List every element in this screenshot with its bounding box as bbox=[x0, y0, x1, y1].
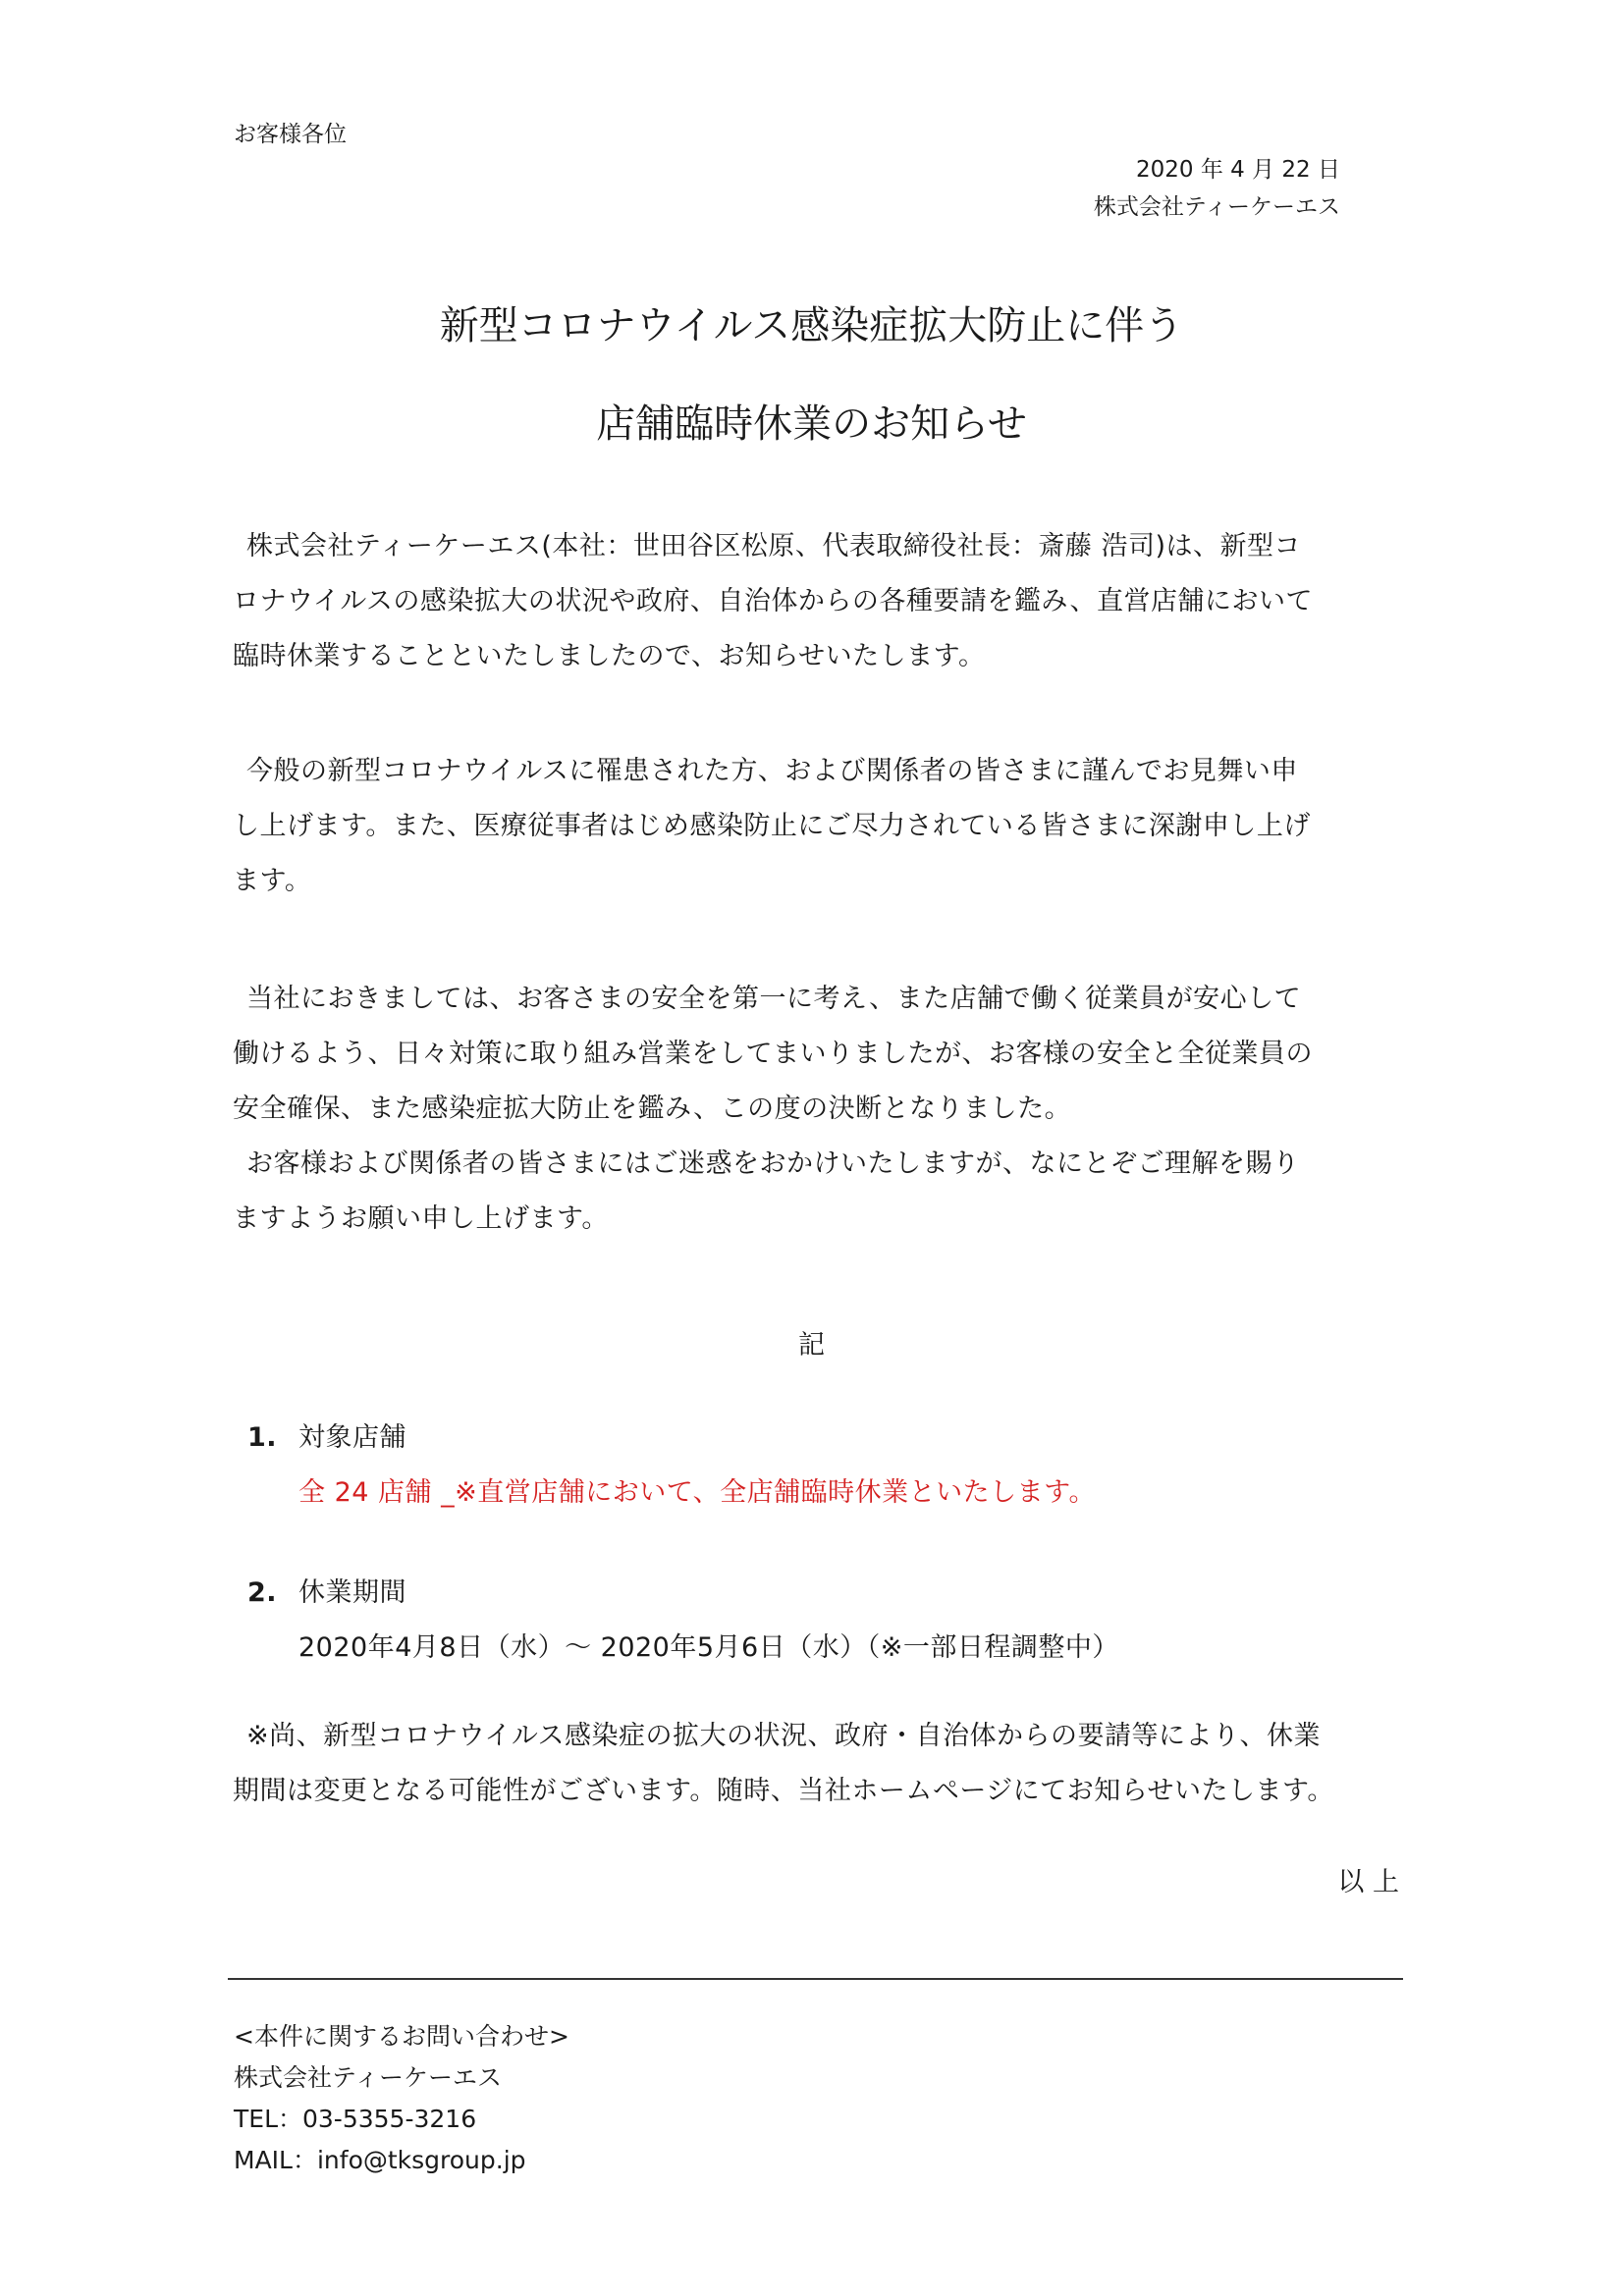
paragraph-line: ます。 bbox=[233, 866, 312, 896]
paragraph-note bbox=[233, 1709, 1393, 1819]
paragraph-line: ますようお願い申し上げます。 bbox=[233, 1203, 609, 1234]
paragraph-line: お客様および関係者の皆さまにはご迷惑をおかけいたしますが、なにとぞご理解を賜り bbox=[246, 1148, 1300, 1179]
paragraph-line: 今般の新型コロナウイルスに罹患された方、および関係者の皆さまに謹んでお見舞い申 bbox=[246, 756, 1298, 786]
paragraph-line: し上げます。また、医療従事者はじめ感染防止にご尽力されている皆さまに深謝申し上げ bbox=[233, 811, 1311, 841]
item-detail: 2020年4月8日（水）～ 2020年5月6日（水）（※一部日程調整中） bbox=[298, 1632, 1119, 1663]
ki-marker: 記 bbox=[798, 1330, 825, 1361]
paragraph-decision bbox=[233, 972, 1393, 1247]
paragraph-line: 働けるよう、日々対策に取り組み営業をしてまいりましたが、お客様の安全と全従業員の bbox=[233, 1039, 1313, 1069]
list-item-target-stores bbox=[247, 1411, 1408, 1521]
paragraph-condolence bbox=[233, 744, 1393, 909]
paragraph-line: 当社におきましては、お客さまの安全を第一に考え、また店舗で働く従業員が安心して bbox=[246, 984, 1302, 1014]
item-heading: 対象店舗 bbox=[298, 1422, 406, 1453]
paragraph-line: 臨時休業することといたしましたので、お知らせいたします。 bbox=[233, 641, 986, 671]
paragraph-line: ※尚、新型コロナウイルス感染症の拡大の状況、政府・自治体からの要請等により、休業 bbox=[246, 1721, 1322, 1751]
addressee: お客様各位 bbox=[234, 122, 347, 147]
contact-heading: <本件に関するお問い合わせ> bbox=[234, 2022, 569, 2051]
list-item-closure-period bbox=[247, 1566, 1408, 1676]
contact-email: MAIL：info@tksgroup.jp bbox=[234, 2146, 526, 2174]
item-number: 2. bbox=[247, 1577, 278, 1608]
item-number: 1. bbox=[247, 1422, 278, 1453]
page-title-line1: 新型コロナウイルス感染症拡大防止に伴う bbox=[439, 303, 1184, 348]
paragraph-line: 株式会社ティーケーエス(本社：世田谷区松原、代表取締役社長：斎藤 浩司)は、新型コ bbox=[246, 531, 1301, 561]
paragraph-line: 期間は変更となる可能性がございます。随時、当社ホームページにてお知らせいたします。 bbox=[233, 1776, 1334, 1806]
page-title-line2: 店舗臨時休業のお知らせ bbox=[596, 401, 1027, 447]
paragraph-announcement bbox=[233, 519, 1393, 684]
issuing-company: 株式会社ティーケーエス bbox=[1093, 194, 1340, 220]
divider bbox=[228, 1978, 1403, 1980]
closing-mark: 以 上 bbox=[1337, 1867, 1399, 1897]
item-heading: 休業期間 bbox=[298, 1577, 406, 1608]
paragraph-line: ロナウイルスの感染拡大の状況や政府、自治体からの各種要請を鑑み、直営店舗において bbox=[233, 586, 1313, 616]
item-detail-highlight: 全 24 店舗 _※直営店舗において、全店舗臨時休業といたします。 bbox=[298, 1477, 1097, 1508]
paragraph-line: 安全確保、また感染症拡大防止を鑑み、この度の決断となりました。 bbox=[233, 1094, 1072, 1124]
contact-company: 株式会社ティーケーエス bbox=[234, 2063, 503, 2092]
document-date: 2020 年 4 月 22 日 bbox=[1136, 157, 1340, 183]
contact-phone: TEL：03-5355-3216 bbox=[234, 2105, 477, 2133]
